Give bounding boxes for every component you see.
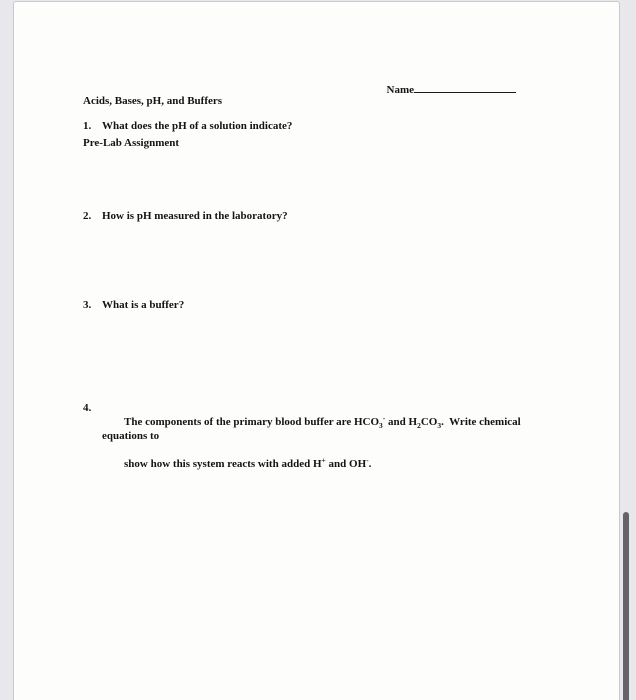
- question-1-number: 1.: [83, 120, 92, 132]
- question-4-line-2: show how this system reacts with added H+ and OH-.: [124, 455, 372, 470]
- vertical-scrollbar-thumb[interactable]: [623, 512, 629, 700]
- name-field: [370, 66, 516, 111]
- question-2-number: 2.: [83, 210, 92, 222]
- question-3-number: 3.: [83, 299, 92, 311]
- question-4: [83, 401, 553, 485]
- question-3-text: What is a buffer?: [102, 299, 185, 311]
- document-subtitle: Pre-Lab Assignment: [83, 137, 180, 149]
- document-title: Acids, Bases, pH, and Buffers: [83, 95, 223, 107]
- worksheet-page: [13, 1, 620, 700]
- question-1: [83, 119, 563, 133]
- question-1-text: What does the pH of a solution indicate?: [102, 120, 293, 132]
- question-3: [83, 298, 563, 312]
- question-2: [83, 209, 563, 223]
- question-4-text: [102, 401, 553, 485]
- question-4-line-1: The components of the primary blood buffer are $HCO_3^-$ and $H_2CO_3$. Write chemical equations to: [102, 413, 524, 442]
- question-2-text: How is pH measured in the laboratory?: [102, 210, 288, 222]
- name-label: Name: [386, 84, 414, 96]
- name-blank-line: [414, 80, 516, 93]
- question-4-number: 4.: [83, 402, 92, 414]
